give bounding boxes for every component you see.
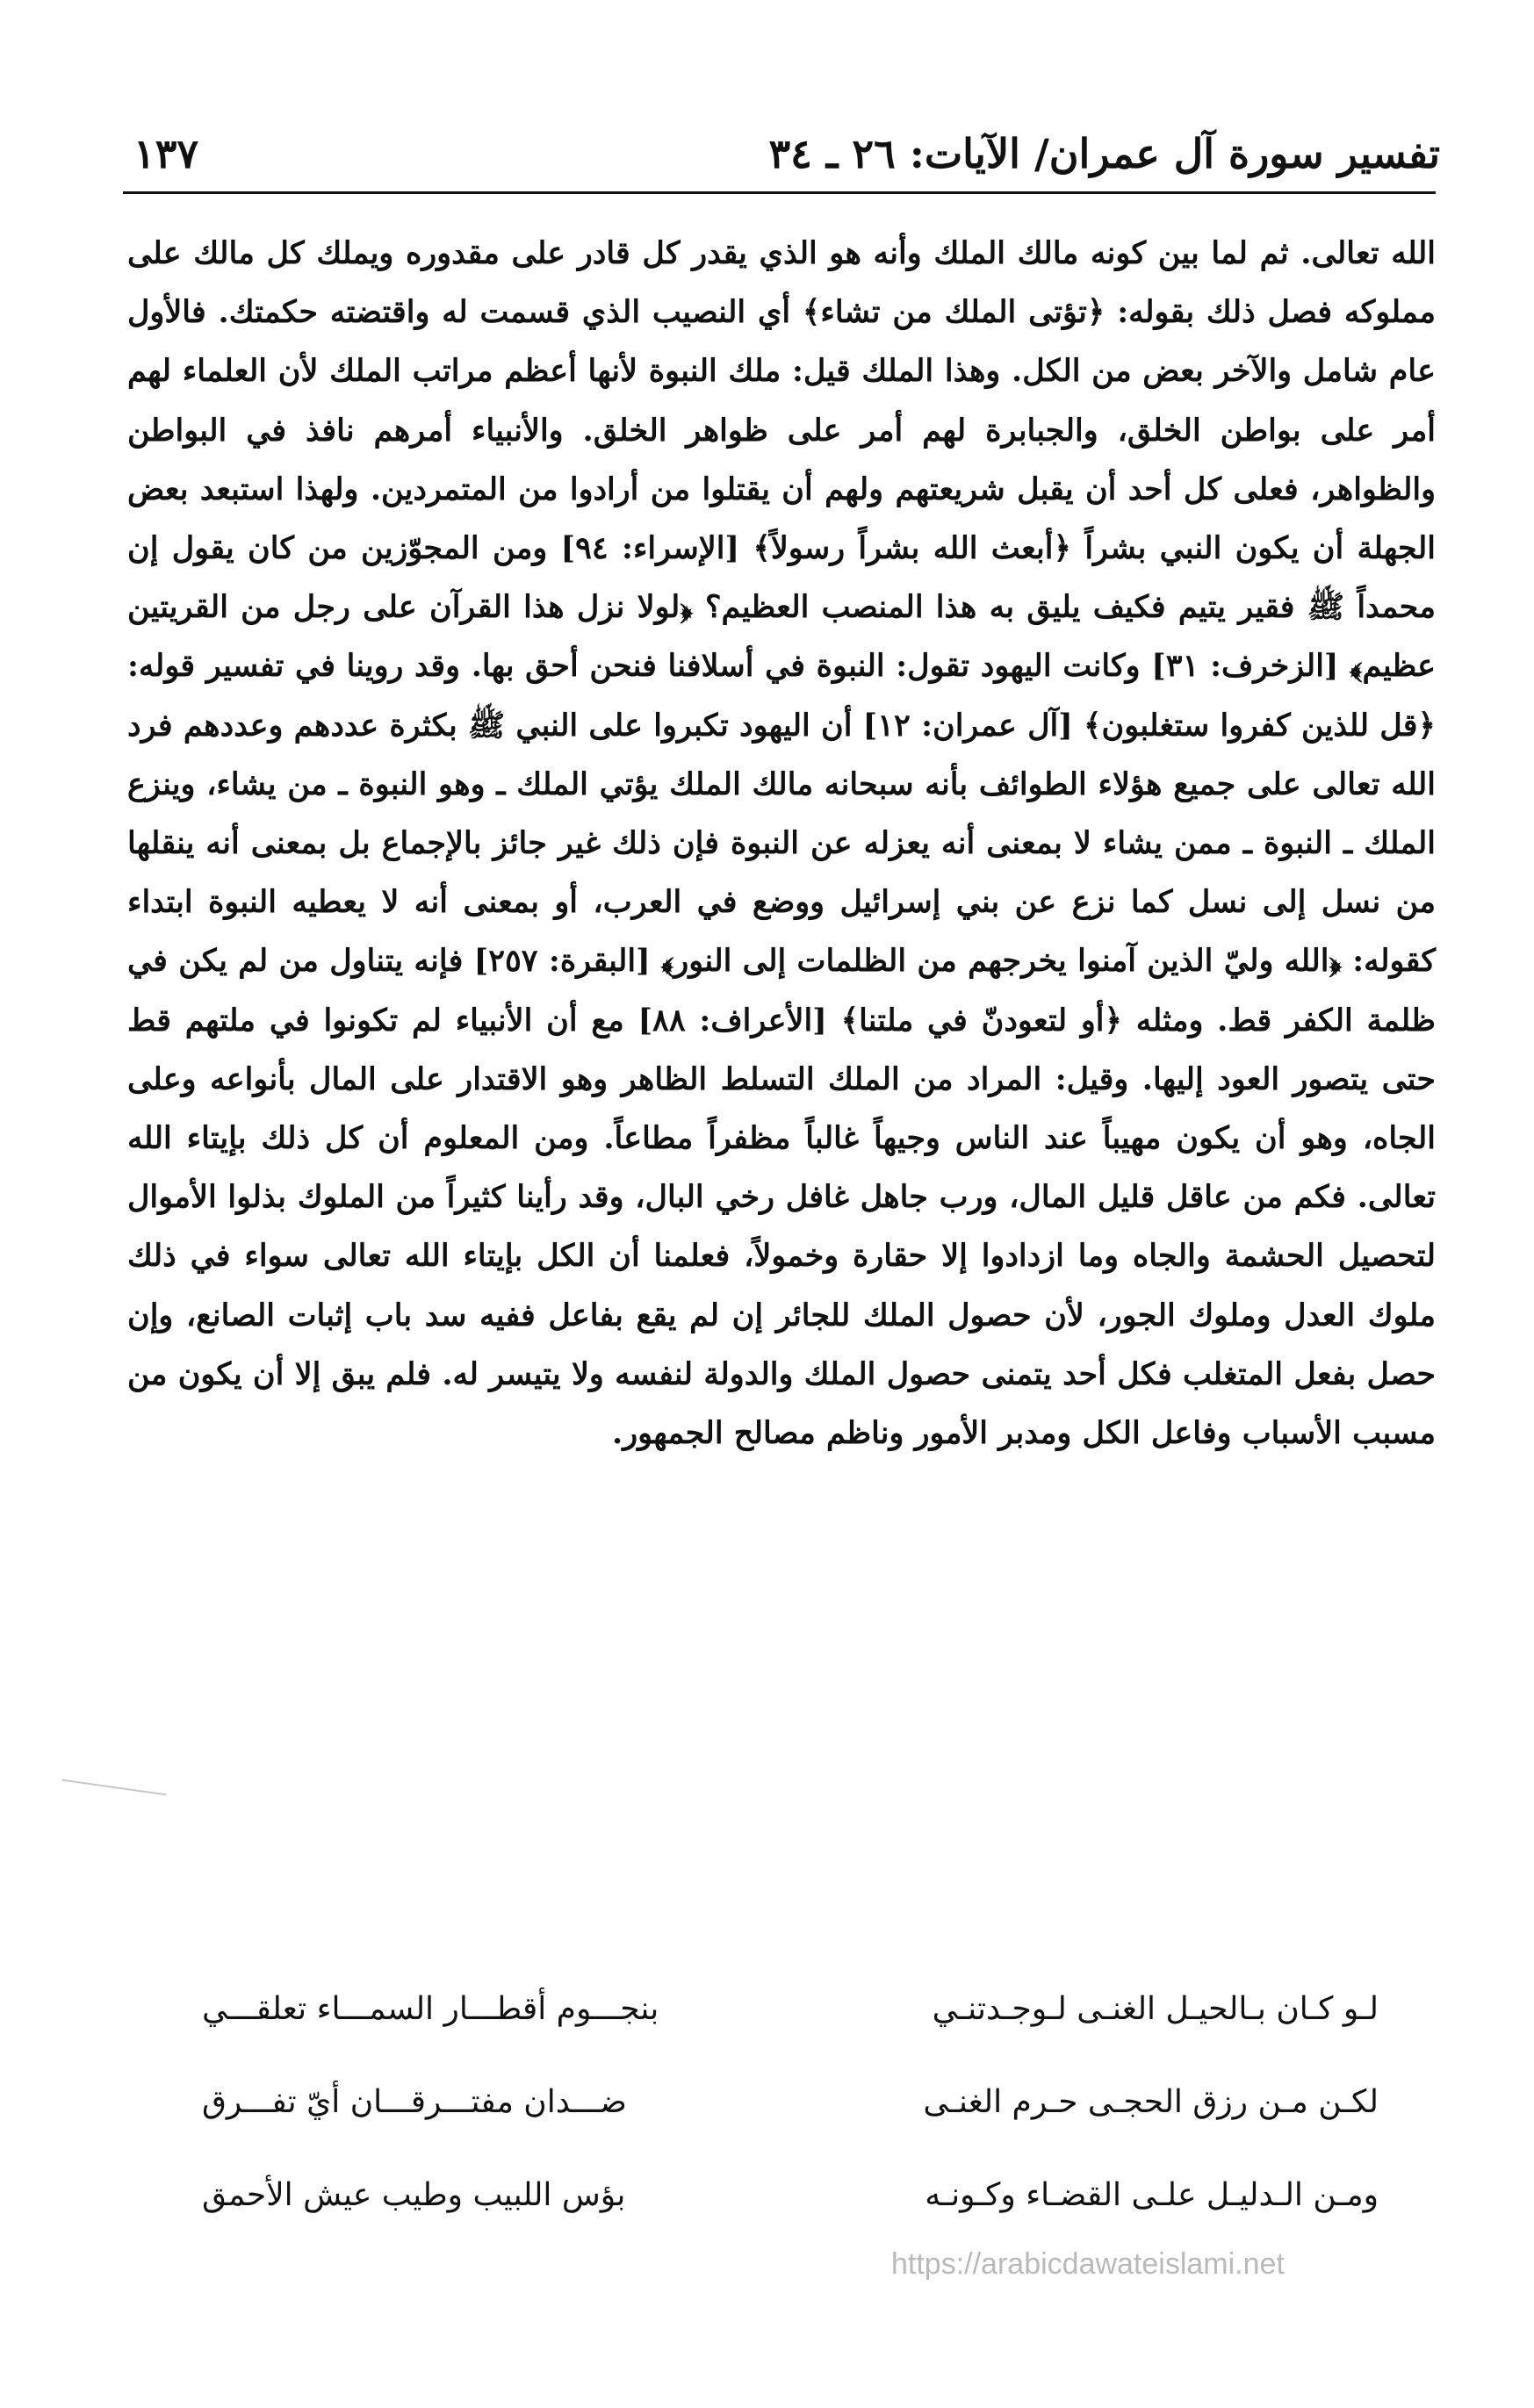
watermark-url[interactable]: https://arabicdawateislami.net [891, 2247, 1285, 2281]
verse [202, 2148, 1379, 2241]
verse-second-hemistich: بؤس اللبيب وطيب عيش الأحمق [202, 2176, 626, 2213]
verse [202, 1962, 1379, 2055]
page-header [123, 123, 1440, 193]
paragraph: الله تعالى. ثم لما بين كونه مالك الملك وأنه هو الذي يقدر كل قادر على مقدوره ويملك كل مالك على مملوكه فصل ذلك بقوله: ﴿تؤتى الملك من تشاء﴾ أي النصيب الذي قسمت له واقتضته حكمتك. فالأول عام شامل والآخر بعض من الكل. وهذا الملك قيل: ملك النبوة لأنها أعظم مراتب الملك لأن العلماء لهم أمر على بواطن الخلق، والجبابرة لهم أمر على ظواهر الخلق. والأنبياء أمرهم نافذ في البواطن والظواهر، فعلى كل أحد أن يقبل شريعتهم ولهم أن يقتلوا من أرادوا من المتمردين. ولهذا استبعد بعض الجهلة أن يكون النبي بشراً ﴿أبعث الله بشراً رسولاً﴾ [الإسراء: ٩٤] ومن المجوّزين من كان يقول إن محمداً ﷺ فقير يتيم فكيف يليق به هذا المنصب العظيم؟ ﴿لولا نزل هذا القرآن على رجل من القريتين عظيم﴾ [الزخرف: ٣١] وكانت اليهود تقول: النبوة في أسلافنا فنحن أحق بها. وقد روينا في تفسير قوله: ﴿قل للذين كفروا ستغلبون﴾ [آل عمران: ١٢] أن اليهود تكبروا على النبي ﷺ بكثرة عددهم وعددهم فرد الله تعالى على جميع هؤلاء الطوائف بأنه سبحانه مالك الملك يؤتي الملك ـ وهو النبوة ـ من يشاء، وينزع الملك ـ النبوة ـ ممن يشاء لا بمعنى أنه يعزله عن النبوة فإن ذلك غير جائز بالإجماع بل بمعنى أنه ينقلها من نسل إلى نسل كما نزع عن بني إسرائيل ووضع في العرب، أو بمعنى أنه لا يعطيه النبوة ابتداء كقوله: ﴿الله وليّ الذين آمنوا يخرجهم من الظلمات إلى النور﴾ [البقرة: ٢٥٧] فإنه يتناول من لم يكن في ظلمة الكفر قط. ومثله ﴿أو لتعودنّ في ملتنا﴾ [الأعراف: ٨٨] مع أن الأنبياء لم تكونوا في ملتهم قط حتى يتصور العود إليها. وقيل: المراد من الملك التسلط الظاهر وهو الاقتدار على المال بأنواعه وعلى الجاه، وهو أن يكون مهيباً عند الناس وجيهاً غالباً مظفراً مطاعاً. ومن المعلوم أن كل ذلك بإيتاء الله تعالى. فكم من عاقل قليل المال، ورب جاهل غافل رخي البال، وقد رأينا كثيراً من الملوك بذلوا الأموال لتحصيل الحشمة والجاه وما ازدادوا إلا حقارة وخمولاً، فعلمنا أن الكل بإيتاء الله تعالى سواء في ذلك ملوك العدل وملوك الجور، لأن حصول الملك للجائر إن لم يقع بفاعل ففيه سد باب إثبات الصانع، وإن حصل بفعل المتغلب فكل أحد يتمنى حصول الملك والدولة لنفسه ولا يتيسر له. فلم يبق إلا أن يكون من مسبب الأسباب وفاعل الكل ومدبر الأمور وناظم مصالح الجمهور. [127, 235, 1437, 1452]
header-rule [123, 191, 1436, 194]
scan-artifact [61, 1779, 166, 1796]
verse-first-hemistich: ومـن الـدليـل علـى القضـاء وكـونـه [925, 2176, 1379, 2213]
running-title: تفسير سورة آل عمران/ الآيات: ٢٦ ـ ٣٤ [768, 130, 1440, 177]
main-text [127, 224, 1436, 1463]
verse-second-hemistich: بنجـــوم أقطـــار السمـــاء تعلقـــي [202, 1990, 659, 2027]
verse-first-hemistich: لكـن مـن رزق الحجـى حـرم الغنـى [923, 2083, 1379, 2120]
page-number: ١٣٧ [133, 130, 199, 177]
verse [202, 2055, 1379, 2148]
verse-first-hemistich: لـو كـان بـالحيـل الغنـى لـوجـدتنـي [932, 1990, 1379, 2027]
verse-second-hemistich: ضـــدان مفتـــرقـــان أيّ تفـــرق [202, 2083, 627, 2120]
poem [202, 1962, 1379, 2241]
